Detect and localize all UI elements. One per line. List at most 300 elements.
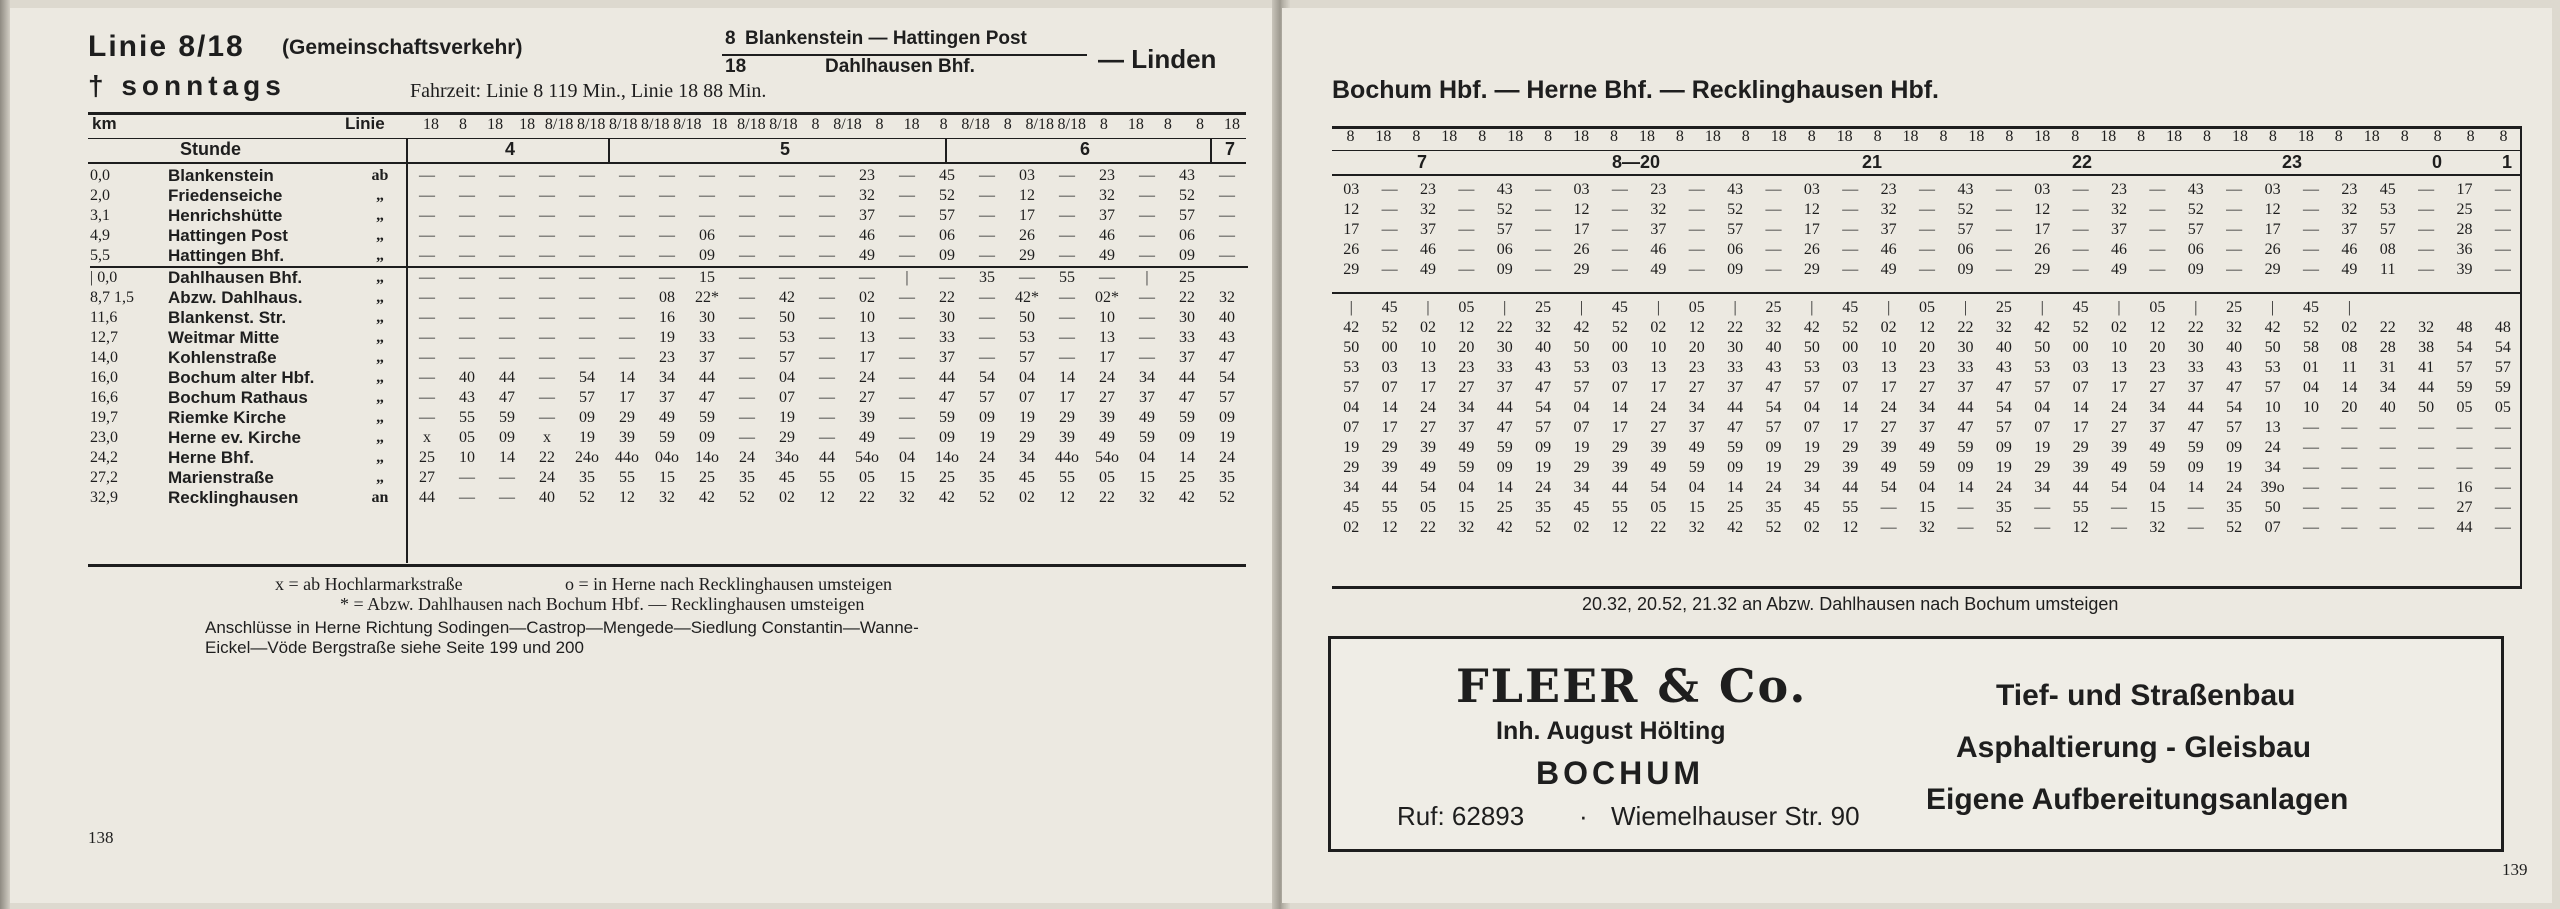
time-cell: 40 — [1535, 339, 1552, 356]
time-cell: 27 — [859, 389, 875, 406]
time-cell: — — [1219, 207, 1235, 224]
time-cell: 27 — [419, 469, 435, 486]
time-cell: — — [499, 167, 515, 184]
right-table-bottom-rule — [1332, 586, 2522, 589]
time-cell: 57 — [1535, 419, 1552, 436]
time-cell: 59 — [1727, 439, 1744, 456]
time-cell: 57 — [1995, 419, 2012, 436]
time-cell: 57 — [1019, 349, 1035, 366]
right-linie-header-cell: 8 — [1610, 128, 1619, 145]
book-edge — [0, 0, 10, 909]
time-cell: 34 — [1573, 479, 1590, 496]
time-cell: — — [1842, 261, 1859, 278]
linie-header-cell: 8/18 — [1025, 116, 1054, 133]
time-cell: — — [499, 349, 515, 366]
time-cell: 45 — [2072, 299, 2089, 316]
time-cell: 06 — [1496, 241, 1513, 258]
time-cell: 17 — [1611, 419, 1628, 436]
time-cell: | — [1887, 299, 1891, 316]
time-cell: 37 — [939, 349, 955, 366]
time-cell — [1247, 348, 1248, 368]
time-cell: 20 — [1688, 339, 1705, 356]
time-cell: 59 — [659, 429, 675, 446]
station-row — [90, 448, 1248, 468]
linie-header-cell: 18 — [423, 116, 440, 133]
time-cell: 45 — [1343, 499, 1360, 516]
day-mark: † sonntags — [88, 70, 286, 101]
time-cell — [1247, 488, 1248, 508]
time-cell: 04 — [1573, 399, 1590, 416]
time-cell: 10 — [1880, 339, 1897, 356]
time-cell: — — [527, 267, 567, 288]
time-cell: 52 — [1765, 519, 1782, 536]
time-cell: — — [819, 309, 835, 326]
time-cell: — — [1381, 181, 1398, 198]
hour-22: 22 — [2072, 152, 2093, 172]
time-cell: 46 — [1419, 241, 1436, 258]
time-cell: 54 — [1880, 479, 1897, 496]
time-cell: 23 — [1458, 359, 1475, 376]
linie-header-cell: 8/18 — [544, 116, 574, 133]
station-km: 24,2 — [90, 449, 118, 466]
time-cell: 34 — [1019, 449, 1035, 466]
time-cell: — — [579, 329, 595, 346]
time-cell: 08 — [2341, 339, 2358, 356]
time-cell: 14 — [2341, 379, 2358, 396]
time-cell: 57 — [1179, 207, 1195, 224]
time-cell: 37 — [1880, 221, 1897, 238]
time-cell: 44 — [2187, 399, 2204, 416]
time-cell: 52 — [739, 489, 755, 506]
time-cell: 05 — [1688, 299, 1705, 316]
time-cell: — — [579, 167, 595, 184]
time-cell: 02 — [1573, 519, 1590, 536]
hour-divider-7 — [1210, 139, 1212, 163]
station-km: 23,0 — [90, 429, 118, 446]
time-cell: 44 — [499, 369, 515, 386]
time-cell — [1247, 206, 1248, 226]
time-cell: 43 — [1727, 181, 1744, 198]
right-linie-header-cell: 18 — [1375, 128, 1392, 145]
time-cell: 10 — [2264, 399, 2281, 416]
time-cell: 43 — [1496, 181, 1513, 198]
time-cell: 59 — [1179, 409, 1195, 426]
time-cell: 32 — [2341, 201, 2358, 218]
time-cell: 09 — [1765, 439, 1782, 456]
time-cell: 47 — [2187, 419, 2204, 436]
right-linie-header-cell: 8 — [1873, 128, 1882, 145]
right-top-row — [1332, 200, 2522, 220]
station-row — [90, 246, 1248, 267]
time-cell: 12 — [1611, 519, 1628, 536]
time-cell: 29 — [1381, 439, 1398, 456]
time-cell: 25 — [699, 469, 715, 486]
time-cell: 52 — [1535, 519, 1552, 536]
time-cell: 32 — [2418, 319, 2435, 336]
time-cell: 32 — [1919, 519, 1936, 536]
time-cell: 08 — [2379, 241, 2396, 258]
linie-header-cell: 8 — [875, 116, 884, 133]
time-cell: 23 — [1880, 181, 1897, 198]
time-cell: — — [1765, 261, 1782, 278]
time-cell: 59 — [1919, 459, 1936, 476]
time-cell: 53 — [2264, 359, 2281, 376]
time-cell: 16 — [2456, 479, 2473, 496]
time-cell: 57 — [979, 389, 995, 406]
time-cell: 02 — [779, 489, 795, 506]
time-cell: 29 — [1019, 429, 1035, 446]
time-cell: 30 — [1179, 309, 1195, 326]
linie-header-cell: 18 — [1223, 116, 1240, 133]
right-bottom-row — [1332, 478, 2522, 498]
time-cell: — — [2341, 499, 2358, 516]
hour-23: 23 — [2282, 152, 2303, 172]
route-a: Blankenstein — Hattingen Post — [745, 28, 1027, 49]
time-cell: 44 — [2072, 479, 2089, 496]
time-cell: 12 — [819, 489, 835, 506]
time-cell: 49 — [1688, 439, 1705, 456]
time-cell: 22 — [1419, 519, 1436, 536]
time-cell: — — [819, 369, 835, 386]
time-cell: 03 — [1803, 181, 1820, 198]
time-cell: 05 — [1919, 299, 1936, 316]
time-cell: 06 — [1727, 241, 1744, 258]
time-cell: | — [2270, 299, 2275, 316]
right-linie-header-cell: 18 — [1573, 128, 1590, 145]
time-cell: 09 — [2187, 261, 2204, 278]
time-cell: 49 — [1099, 247, 1115, 264]
time-cell: 25 — [1995, 299, 2012, 316]
time-cell: — — [1059, 227, 1075, 244]
station-name: Herne ev. Kirche — [168, 428, 301, 447]
time-cell: — — [1535, 261, 1552, 278]
time-cell: 48 — [2456, 319, 2473, 336]
time-cell: — — [1059, 349, 1075, 366]
right-bottom-row — [1332, 458, 2522, 478]
station-row — [90, 206, 1248, 226]
time-cell: 42 — [2264, 319, 2281, 336]
time-cell: — — [2494, 181, 2511, 198]
time-cell: — — [1219, 227, 1235, 244]
time-cell: — — [499, 289, 515, 306]
time-cell: 42 — [1496, 519, 1513, 536]
time-cell: 14 — [1842, 399, 1859, 416]
time-cell: 46 — [1650, 241, 1667, 258]
time-cell: 17 — [1099, 349, 1115, 366]
time-cell: — — [2379, 439, 2396, 456]
time-cell: — — [647, 267, 687, 288]
time-cell: — — [819, 227, 835, 244]
hour-divider-6 — [945, 139, 947, 163]
station-name: Herne Bhf. — [168, 448, 254, 467]
time-cell: — — [1842, 181, 1859, 198]
hour-6: 6 — [1080, 139, 1091, 159]
time-cell: 49 — [2111, 261, 2127, 278]
time-cell: 55 — [1381, 499, 1398, 516]
time-cell: 31 — [2379, 359, 2396, 376]
time-cell: — — [2149, 201, 2166, 218]
time-cell: — — [2341, 479, 2358, 496]
time-cell: — — [899, 369, 915, 386]
time-cell: | — [2347, 299, 2351, 316]
time-cell: 03 — [1611, 359, 1628, 376]
time-cell: 13 — [859, 329, 875, 346]
time-cell: 57 — [779, 349, 795, 366]
time-cell: 55 — [1842, 499, 1859, 516]
time-cell: 43 — [459, 389, 475, 406]
time-cell — [1247, 288, 1248, 308]
time-cell: 22 — [1957, 319, 1974, 336]
time-cell: 32 — [1458, 519, 1475, 536]
time-cell: 06 — [939, 227, 955, 244]
time-cell: — — [607, 267, 647, 288]
time-cell: 52 — [2072, 319, 2089, 336]
time-cell: — — [619, 289, 635, 306]
time-cell: 27 — [1099, 389, 1115, 406]
time-cell — [2445, 298, 2483, 318]
time-cell: — — [579, 309, 595, 326]
time-cell: 27 — [2149, 379, 2166, 396]
time-cell: | — [1733, 299, 1737, 316]
time-cell: 34 — [1919, 399, 1936, 416]
time-cell: — — [659, 247, 675, 264]
time-cell: 57 — [2187, 221, 2204, 238]
time-cell: — — [459, 207, 475, 224]
time-cell: — — [1381, 221, 1398, 238]
time-cell: 57 — [2494, 359, 2511, 376]
time-cell: 34o — [775, 449, 799, 466]
time-cell: 50 — [2264, 339, 2281, 356]
time-cell: 19 — [2034, 439, 2051, 456]
footnote-connections: Anschlüsse in Herne Richtung Sodingen—Castrop—Mengede—Siedlung Constantin—Wanne- — [205, 618, 919, 637]
time-cell: — — [979, 167, 995, 184]
time-cell: 39 — [859, 409, 875, 426]
station-mark: „ — [376, 227, 384, 244]
time-cell: — — [1219, 247, 1235, 264]
time-cell: 55 — [2072, 499, 2089, 516]
time-cell: 07 — [1019, 389, 1035, 406]
time-cell: — — [499, 469, 515, 486]
time-cell: 03 — [1381, 359, 1398, 376]
time-cell: — — [2302, 221, 2319, 238]
time-cell: 50 — [2418, 399, 2435, 416]
time-cell: 19 — [1535, 459, 1552, 476]
time-cell: 17 — [1019, 207, 1035, 224]
time-cell: 47 — [2226, 379, 2243, 396]
station-row — [90, 428, 1248, 448]
station-mark: „ — [376, 349, 384, 366]
time-cell: 24o — [575, 449, 599, 466]
time-cell: 14 — [499, 449, 515, 466]
time-cell: — — [459, 167, 475, 184]
station-name: Bochum Rathaus — [168, 388, 308, 407]
time-cell: 17 — [1842, 419, 1859, 436]
time-cell: — — [579, 349, 595, 366]
time-cell — [1247, 328, 1248, 348]
time-cell: 25 — [1535, 299, 1552, 316]
time-cell: 09 — [2226, 439, 2243, 456]
time-cell: — — [1765, 241, 1782, 258]
time-cell: 50 — [779, 309, 795, 326]
time-cell: — — [739, 329, 755, 346]
time-cell: — — [1995, 181, 2012, 198]
time-cell: 44 — [1611, 479, 1628, 496]
linie-header-cell: 8/18 — [1057, 116, 1086, 133]
time-cell: 35 — [1765, 499, 1782, 516]
time-cell: 37 — [1957, 379, 1974, 396]
station-mark: „ — [376, 469, 384, 486]
station-name: Abzw. Dahlhaus. — [168, 288, 303, 307]
time-cell: 52 — [1496, 201, 1513, 218]
time-cell: — — [1059, 247, 1075, 264]
time-cell: — — [419, 309, 435, 326]
time-cell: 45 — [1842, 299, 1859, 316]
right-linie-header-cell: 8 — [1478, 128, 1487, 145]
time-cell: 12 — [1842, 519, 1859, 536]
time-cell: 09 — [1496, 459, 1513, 476]
route-destination: — Linden — [1098, 44, 1217, 74]
time-cell: — — [2418, 499, 2435, 516]
time-cell: 04 — [779, 369, 795, 386]
time-cell: 34 — [2379, 379, 2396, 396]
time-cell: 17 — [2034, 221, 2051, 238]
time-cell: 19 — [1019, 409, 1035, 426]
right-linie-header-cell: 18 — [1638, 128, 1655, 145]
time-cell: — — [819, 207, 835, 224]
time-cell: 50 — [1019, 309, 1035, 326]
time-cell: 54 — [1419, 479, 1436, 496]
time-cell: 06 — [1957, 241, 1974, 258]
time-cell: 54 — [1650, 479, 1667, 496]
time-cell: 02 — [1650, 319, 1667, 336]
linie-header-cell: 8/18 — [737, 116, 766, 133]
time-cell: — — [459, 329, 475, 346]
hour-1: 1 — [2502, 152, 2513, 172]
time-cell: 02* — [1095, 289, 1119, 306]
right-top-row — [1332, 240, 2522, 260]
time-cell: 29 — [779, 429, 795, 446]
time-cell: — — [459, 489, 475, 506]
hour-7: 7 — [1225, 139, 1236, 159]
time-cell: 27 — [2111, 419, 2127, 436]
time-cell: — — [1957, 519, 1974, 536]
time-cell: 03 — [1842, 359, 1859, 376]
hour-divider-5 — [608, 139, 610, 163]
time-cell: 03 — [1019, 167, 1035, 184]
time-cell: — — [1381, 201, 1398, 218]
time-cell: 00 — [1842, 339, 1859, 356]
time-cell: — — [819, 187, 835, 204]
time-cell: 07 — [2034, 419, 2051, 436]
time-cell: 17 — [1059, 389, 1075, 406]
station-name: Marienstraße — [168, 468, 274, 487]
time-cell: — — [2149, 241, 2166, 258]
time-cell — [1247, 166, 1248, 186]
time-cell: — — [499, 187, 515, 204]
right-timetable-bottom — [1332, 298, 2522, 538]
time-cell: 49 — [659, 409, 675, 426]
time-cell: 22 — [1727, 319, 1744, 336]
time-cell: — — [2379, 459, 2396, 476]
time-cell — [1247, 388, 1248, 408]
station-km: 5,5 — [90, 247, 110, 264]
time-cell: 12 — [1059, 489, 1075, 506]
right-linie-header-cell: 18 — [2363, 128, 2380, 145]
right-bottom-row — [1332, 338, 2522, 358]
right-linie-header-cell: 18 — [1836, 128, 1853, 145]
time-cell: 46 — [1880, 241, 1897, 258]
time-cell: 43 — [1179, 167, 1195, 184]
time-cell: — — [579, 289, 595, 306]
time-cell: 09 — [579, 409, 595, 426]
time-cell: 44o — [615, 449, 639, 466]
time-cell: — — [1458, 261, 1475, 278]
time-cell: 23 — [1919, 359, 1936, 376]
time-cell: 02 — [2341, 319, 2358, 336]
time-cell: 07 — [1611, 379, 1628, 396]
time-cell: 32 — [1139, 489, 1155, 506]
time-cell: — — [567, 267, 607, 288]
time-cell: — — [979, 309, 995, 326]
station-row — [90, 388, 1248, 408]
time-cell: 14 — [1611, 399, 1628, 416]
right-section-rule — [1332, 292, 2522, 294]
time-cell: — — [419, 207, 435, 224]
time-cell: — — [727, 267, 767, 288]
right-page — [1282, 8, 2552, 903]
time-cell: — — [1139, 187, 1155, 204]
station-km: 3,1 — [90, 207, 110, 224]
time-cell: 57 — [2264, 379, 2281, 396]
time-cell: 29 — [1573, 459, 1590, 476]
time-cell: 24 — [1535, 479, 1552, 496]
time-cell: 52 — [2302, 319, 2319, 336]
time-cell: 46 — [1099, 227, 1115, 244]
time-cell: 02 — [1343, 519, 1360, 536]
time-cell: 47 — [1496, 419, 1513, 436]
time-cell: 39 — [1059, 429, 1075, 446]
time-cell: 01 — [2302, 359, 2319, 376]
ad-owner: Inh. August Hölting — [1496, 717, 1726, 745]
right-linie-header-cell: 18 — [2100, 128, 2117, 145]
time-cell: 54 — [1995, 399, 2012, 416]
station-km: 2,0 — [90, 187, 110, 204]
time-cell: 55 — [1611, 499, 1628, 516]
time-cell: 49 — [859, 429, 875, 446]
time-cell: — — [2226, 241, 2243, 258]
time-cell: — — [2418, 201, 2435, 218]
time-cell: 15 — [1458, 499, 1475, 516]
time-cell: 29 — [1803, 459, 1820, 476]
station-km: 14,0 — [90, 349, 118, 366]
station-mark: „ — [376, 247, 384, 264]
time-cell: 39 — [2072, 459, 2089, 476]
time-cell: — — [2226, 181, 2243, 198]
time-cell: 22 — [1650, 519, 1667, 536]
time-cell: 07 — [1343, 419, 1360, 436]
time-cell: 44 — [2418, 379, 2435, 396]
time-cell: — — [419, 349, 435, 366]
time-cell: 12 — [2072, 519, 2089, 536]
travel-time: Fahrzeit: Linie 8 119 Min., Linie 18 88 Min. — [410, 80, 767, 102]
time-cell: 09 — [979, 409, 995, 426]
time-cell: 47 — [1995, 379, 2012, 396]
time-cell: 15 — [899, 469, 915, 486]
time-cell: — — [447, 267, 487, 288]
time-cell: — — [899, 207, 915, 224]
time-cell: | — [1503, 299, 1507, 316]
time-cell: 53 — [1343, 359, 1360, 376]
